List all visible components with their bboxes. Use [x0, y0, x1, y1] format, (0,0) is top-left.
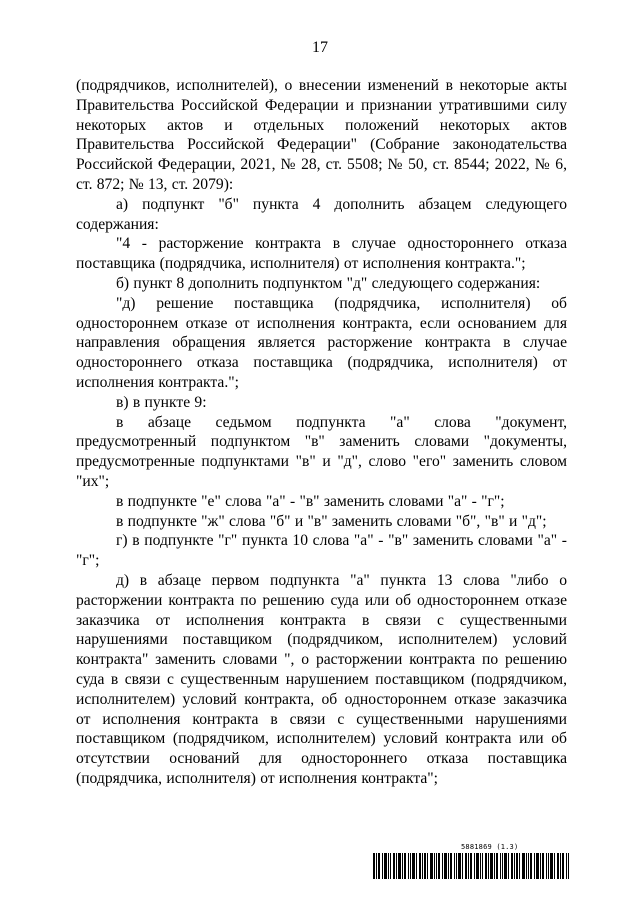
paragraph-item-d: д) в абзаце первом подпункта "а" пункта 13 слова "либо о расторжении контракта по решению суда или об одностороннем отказе заказчика от исполнения контракта в связи с существенными нарушениями поставщиком (подрядчиком, исполнителем) условий контракта" заменить словами ", о расторжении контракта по решению суда в связи с существенным нарушением поставщиком (подрядчиком, исполнителем) условий контракта, об одностороннем отказе заказчика от исполнения контракта в связи с существенными нарушениями поставщиком (подрядчиком, исполнителем) условий контракта или об отсутствии оснований для одностороннего отказа поставщика (подрядчика, исполнителя) от исполнения контракта"; [76, 571, 567, 787]
paragraph-item-b: б) пункт 8 дополнить подпунктом "д" следующего содержания: [116, 274, 541, 292]
barcode-bars-icon [373, 853, 569, 879]
barcode [373, 843, 573, 879]
paragraph-item-v: в) в пункте 9: [116, 393, 207, 411]
paragraph-item-b-text: "д) решение поставщика (подрядчика, исполнителя) об одностороннем отказе от исполнения контракта, если основанием для направления обращения является расторжение контракта в случае одностороннего отказа поставщика (подрядчика, исполнителя) от исполнения контракта."; [76, 294, 567, 391]
page-number: 17 [312, 39, 328, 56]
paragraph-item-v-1: в абзаце седьмом подпункта "а" слова "документ, предусмотренный подпунктом "в" заменить словами "документы, предусмотренные подпунктами "в" и "д", слово "его" заменить словом "их"; [76, 413, 567, 490]
paragraph-item-a-text: "4 - расторжение контракта в случае одностороннего отказа поставщика (подрядчика, исполнителя) от исполнения контракта."; [76, 235, 567, 273]
paragraph-item-v-3: в подпункте "ж" слова "б" и "в" заменить словами "б", "в" и "д"; [116, 512, 547, 530]
paragraph-item-a: а) подпункт "б" пункта 4 дополнить абзацем следующего содержания: [76, 195, 567, 233]
paragraph-item-g: г) в подпункте "г" пункта 10 слова "а" - "в" заменить словами "а" - "г"; [76, 532, 567, 570]
paragraph-item-v-2: в подпункте "е" слова "а" - "в" заменить словами "а" - "г"; [116, 492, 505, 510]
barcode-caption: 5881869 (1.3) [461, 843, 519, 851]
paragraph-intro: (подрядчиков, исполнителей), о внесении изменений в некоторые акты Правительства Российской Федерации и признании утратившими силу некоторых актов и отдельных положений некоторых актов Правительства Российской Федерации" (Собрание законодательства Российской Федерации, 2021, № 28, ст. 5508; № 50, ст. 8544; 2022, № 6, ст. 872; № 13, ст. 2079): [76, 77, 567, 193]
document-body [76, 76, 567, 789]
